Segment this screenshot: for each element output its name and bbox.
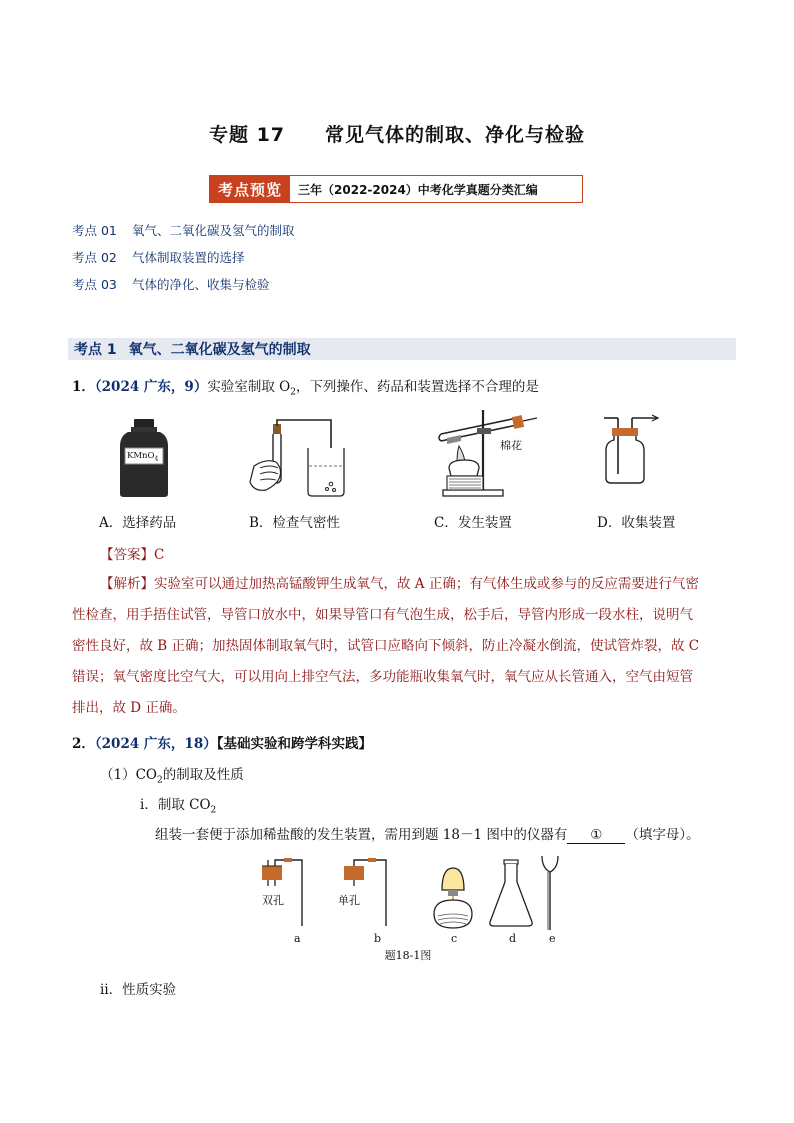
- long-neck-funnel-figure: [538, 854, 562, 934]
- stopper-a-label: 双孔: [262, 894, 284, 907]
- q2-sub1-post: 的制取及性质: [162, 767, 244, 783]
- instrument-letter-e: e: [549, 932, 556, 945]
- analysis-line: 错误；氧气密度比空气大，可以用向上排空气法，多功能瓶收集氧气时，氧气应从长管通入，空气由短管: [72, 669, 693, 685]
- toc-text: 氧气、二氧化碳及氢气的制取: [132, 223, 295, 238]
- analysis-line: [72, 569, 722, 600]
- q2-part-i-sub: 2: [210, 805, 217, 816]
- q1-stem-sub: 2: [290, 387, 296, 398]
- q1-stem-post: ，下列操作、药品和装置选择不合理的是: [295, 379, 539, 395]
- analysis-label: 【解析】: [100, 576, 154, 592]
- q1-source: （2024 广东，9）: [94, 379, 208, 395]
- section-header: [68, 338, 736, 360]
- analysis-line: 性检查，用手捂住试管，导管口放水中，如果导管口有气泡生成，松手后，导管内形成一段水柱，说明气: [72, 607, 693, 623]
- q2-part-ii: ⅱ．性质实验: [100, 982, 177, 998]
- answer-blank-1[interactable]: ①: [567, 827, 625, 844]
- q2-tag: 【基础实验和跨学科实践】: [216, 736, 372, 752]
- option-a[interactable]: A．选择药品: [99, 515, 177, 531]
- q2-part-i-pre: i．制取 CO: [140, 797, 211, 813]
- section-text: 氧气、二氧化碳及氢气的制取: [128, 342, 311, 358]
- q2-part-i: [140, 793, 216, 816]
- figure-caption: 题18-1图: [384, 949, 432, 962]
- q2-part-i-stem: [155, 823, 700, 844]
- analysis-line: 排出，故 D 正确。: [72, 700, 186, 716]
- toc-num: 考点 03: [72, 277, 117, 292]
- option-d[interactable]: D．收集装置: [597, 515, 676, 531]
- toc-item-2[interactable]: [72, 248, 245, 266]
- q2-stem: [72, 732, 372, 752]
- bottle-label-sub: 4: [154, 455, 159, 463]
- q2-stem-pre: 组装一套便于添加稀盐酸的发生装置，需用到题 18－1 图中的仪器有: [155, 827, 568, 843]
- heating-apparatus-figure: [437, 406, 539, 498]
- preview-banner: [209, 175, 583, 203]
- banner-text: 三年（2022-2024）中考化学真题分类汇编: [298, 182, 538, 197]
- answer-label: 【答案】: [100, 547, 154, 563]
- q2-sub1-sub: 2: [157, 775, 163, 786]
- instrument-letter-b: b: [374, 932, 382, 945]
- toc-item-3[interactable]: [72, 275, 270, 293]
- answer-value: C: [154, 547, 165, 563]
- toc-item-1[interactable]: [72, 221, 295, 239]
- q2-sub1-pre: （1）CO: [100, 767, 157, 783]
- q1-stem: [72, 375, 539, 398]
- q1-number: 1．: [72, 379, 95, 395]
- q2-number: 2．: [72, 736, 95, 752]
- q1-answer: [100, 543, 164, 563]
- toc-text: 气体制取装置的选择: [132, 250, 245, 265]
- instrument-letter-c: c: [451, 932, 458, 945]
- option-b[interactable]: B．检查气密性: [249, 515, 340, 531]
- option-c[interactable]: C．发生装置: [434, 515, 512, 531]
- toc-num: 考点 01: [72, 223, 117, 238]
- banner-tag: 考点预览: [210, 176, 290, 202]
- q2-source: （2024 广东，18）: [94, 736, 217, 752]
- q1-stem-pre: 实验室制取 O: [207, 379, 291, 395]
- instrument-letter-d: d: [509, 932, 517, 945]
- page-title: 专题 17 常见气体的制取、净化与检验: [208, 124, 586, 146]
- q2-stem-post: （填字母）。: [625, 827, 700, 843]
- bottle-label-text: KMnO: [127, 451, 155, 461]
- collection-bottle-figure: [600, 414, 660, 484]
- conical-flask-figure: [486, 858, 536, 930]
- alcohol-lamp-figure: [428, 862, 478, 932]
- q2-sub1: [100, 763, 244, 786]
- stopper-b-label: 单孔: [338, 894, 360, 907]
- analysis-text: 实验室可以通过加热高锰酸钾生成氧气，故 A 正确；有气体生成或参与的反应需要进行气密: [154, 576, 699, 592]
- q1-analysis: [72, 569, 722, 724]
- section-num: 考点 1: [74, 342, 117, 358]
- bottle-label: [127, 451, 158, 463]
- toc-text: 气体的净化、收集与检验: [132, 277, 270, 292]
- toc-num: 考点 02: [72, 250, 117, 265]
- analysis-line: 密性良好，故 B 正确；加热固体制取氧气时，试管口应略向下倾斜，防止冷凝水倒流，使试管炸裂，故 C: [72, 638, 700, 654]
- airtightness-check-figure: [246, 418, 346, 500]
- instrument-letter-a: a: [294, 932, 301, 945]
- cotton-label: 棉花: [500, 439, 522, 452]
